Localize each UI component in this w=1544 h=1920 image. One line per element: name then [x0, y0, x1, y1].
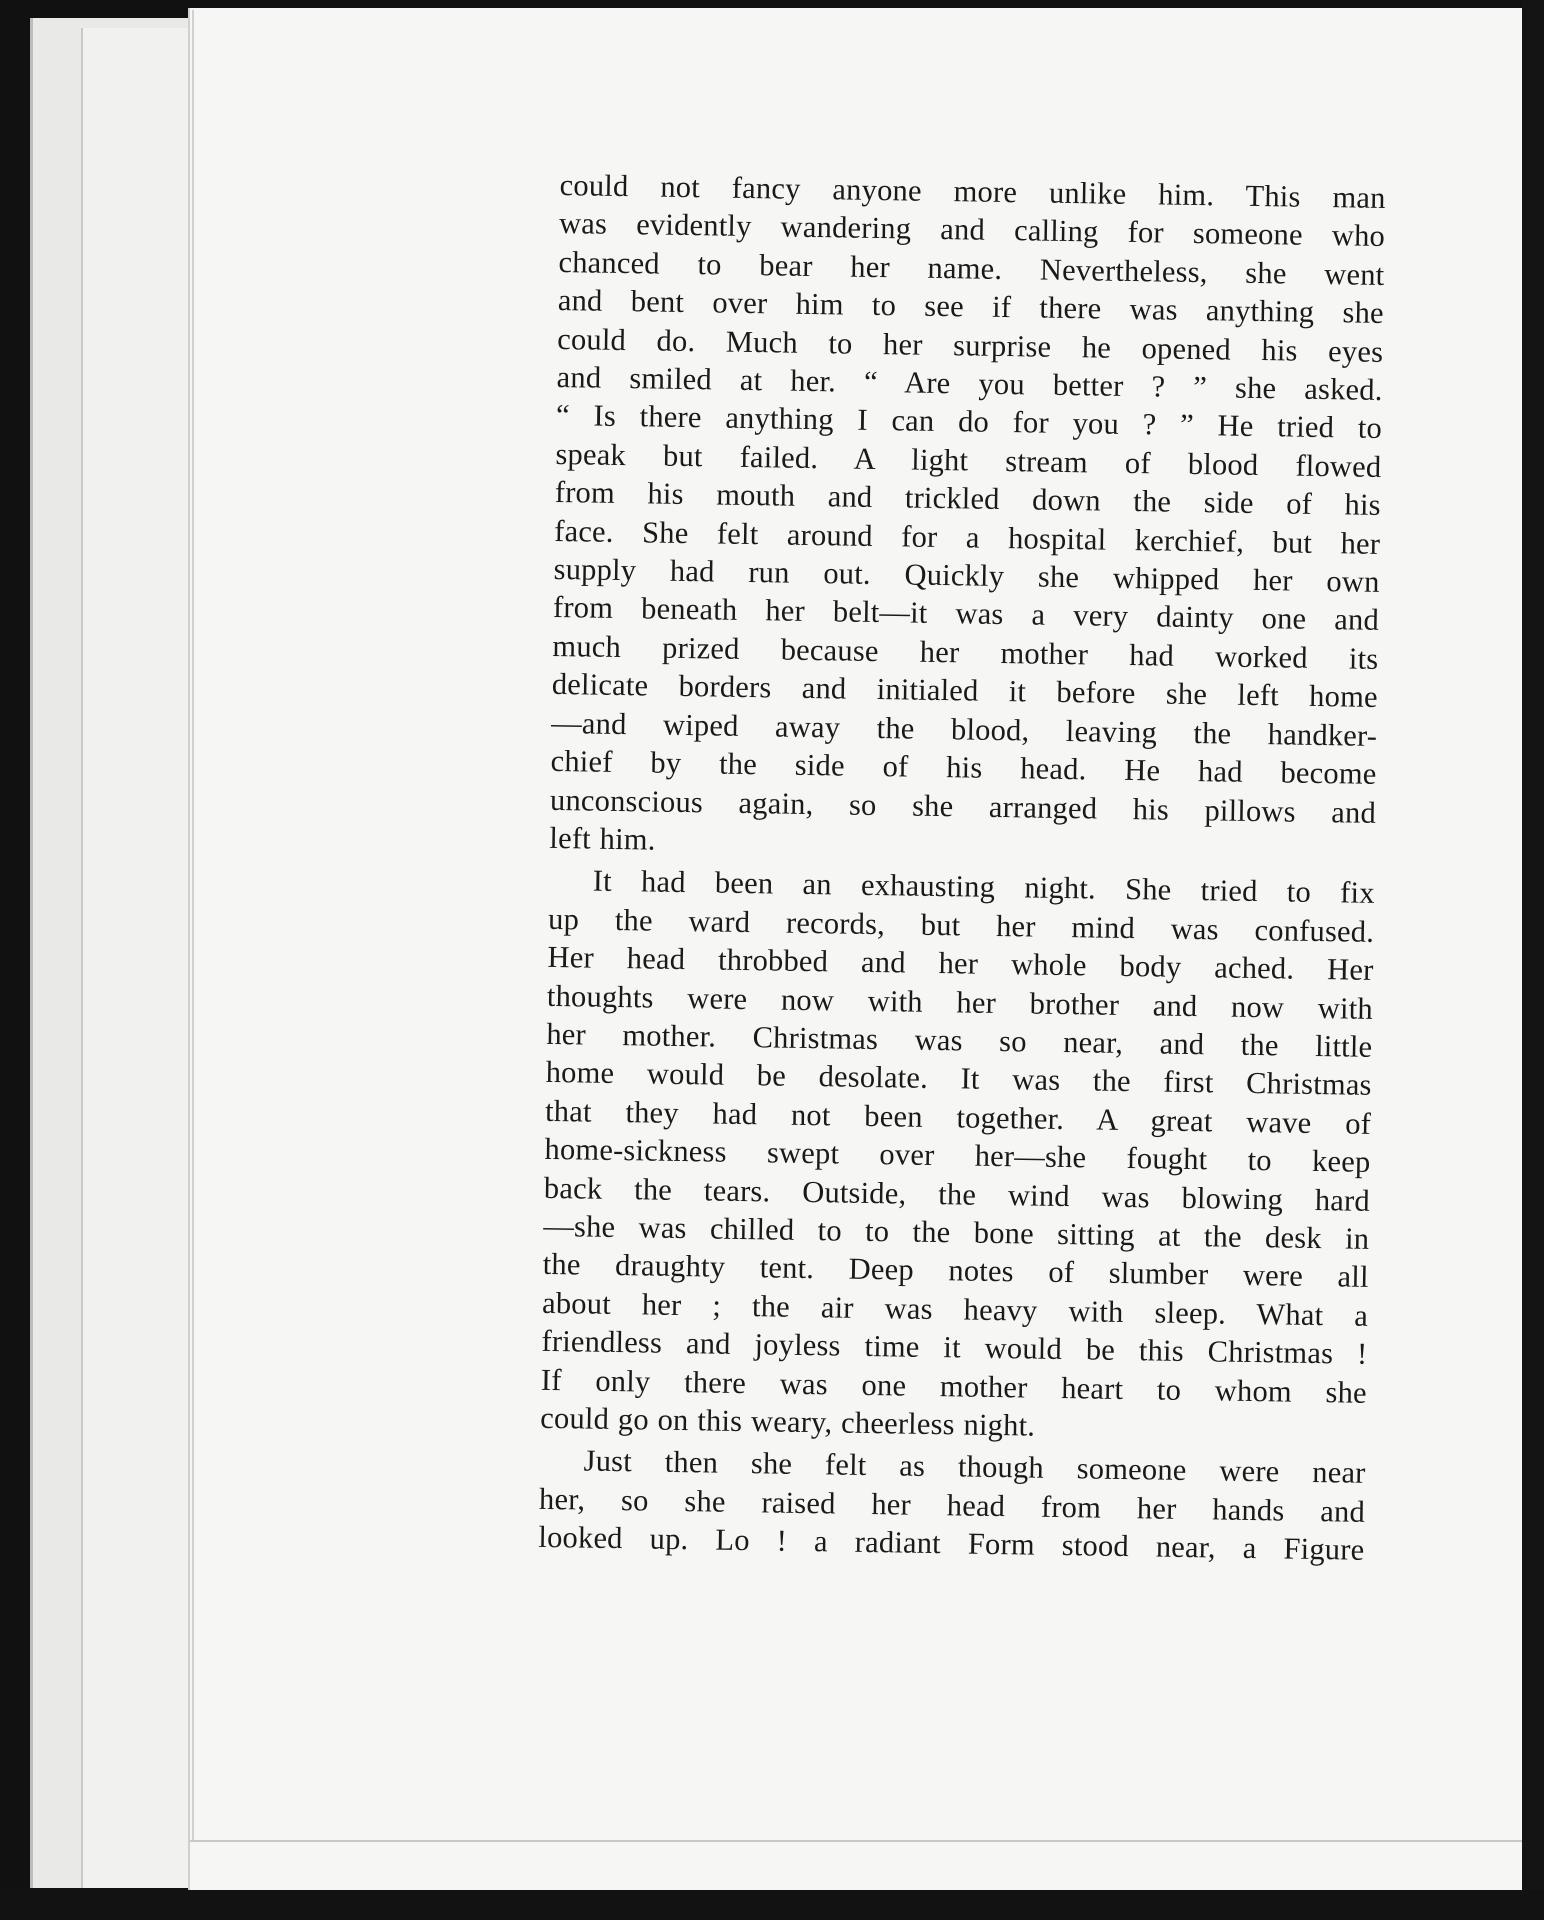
scan-right-edge	[1522, 0, 1544, 1920]
text-line: friendless and joyless time it would be this Christmas !	[541, 1324, 1368, 1372]
text-line: supply had run out. Quickly she whipped her own	[553, 552, 1380, 599]
text-line: could go on this weary, cheerless night.	[540, 1400, 1036, 1443]
paragraph-3	[538, 1441, 1366, 1569]
paragraph-1	[549, 166, 1386, 870]
body-text	[538, 166, 1386, 1573]
text-line: If only there was one mother heart to whom she	[540, 1362, 1368, 1410]
text-line: looked up. Lo ! a radiant Form stood near, a Figure	[538, 1520, 1365, 1568]
text-line: —she was chilled to to the bone sitting at the desk in	[543, 1208, 1370, 1256]
text-line: Just then she felt as though someone were near	[583, 1443, 1366, 1491]
page-bottom-edge	[190, 1840, 1530, 1842]
text-line: could not fancy anyone more unlike him. This man	[559, 167, 1386, 215]
text-line: speak but failed. A light stream of blood flowed	[555, 436, 1382, 484]
text-line: chanced to bear her name. Nevertheless, she went	[558, 244, 1385, 292]
text-line: “ Is there anything I can do for you ? ” He tried to	[555, 398, 1383, 446]
text-line: chief by the side of his head. He had become	[550, 744, 1377, 791]
text-line: It had been an exhausting night. She tried to fix	[592, 863, 1375, 911]
text-line: unconscious again, so she arranged his pillows and	[549, 782, 1377, 830]
text-line: back the tears. Outside, the wind was blowing hard	[543, 1170, 1371, 1218]
text-line: and smiled at her. “ Are you better ? ” she asked.	[556, 360, 1383, 407]
text-line: that they had not been together. A great wave of	[544, 1093, 1372, 1141]
text-line: delicate borders and initialed it before she left home	[551, 667, 1379, 715]
text-line: up the ward records, but her mind was confused.	[547, 901, 1375, 949]
text-line: could do. Much to her surprise he opened his eyes	[557, 321, 1384, 369]
text-line: —and wiped away the blood, leaving the handker-	[550, 705, 1378, 753]
text-line: was evidently wandering and calling for someone who	[558, 206, 1386, 254]
scan-bottom-edge	[0, 1890, 1544, 1920]
text-line: much prized because her mother had worked its	[552, 628, 1379, 676]
text-line: from beneath her belt—it was a very dainty one and	[552, 590, 1380, 638]
text-line: her, so she raised her head from her hands and	[538, 1481, 1366, 1529]
text-line: home-sickness swept over her—she fought to keep	[544, 1132, 1371, 1180]
text-line: and bent over him to see if there was anything she	[557, 283, 1385, 331]
text-line: thoughts were now with her brother and now with	[546, 978, 1374, 1026]
text-line: from his mouth and trickled down the side of his	[554, 475, 1382, 523]
text-line: home would be desolate. It was the first Christmas	[545, 1055, 1372, 1103]
text-line: about her ; the air was heavy with sleep. What a	[541, 1285, 1369, 1333]
text-line: face. She felt around for a hospital kerchief, but her	[554, 513, 1381, 561]
text-line: left him.	[549, 820, 656, 857]
text-line: Her head throbbed and her whole body ached. Her	[547, 940, 1374, 987]
page-left-edge	[192, 10, 194, 1840]
text-line: her mother. Christmas was so near, and the little	[546, 1016, 1373, 1064]
text-line: the draughty tent. Deep notes of slumber were all	[542, 1247, 1369, 1295]
paragraph-2	[540, 861, 1375, 1450]
